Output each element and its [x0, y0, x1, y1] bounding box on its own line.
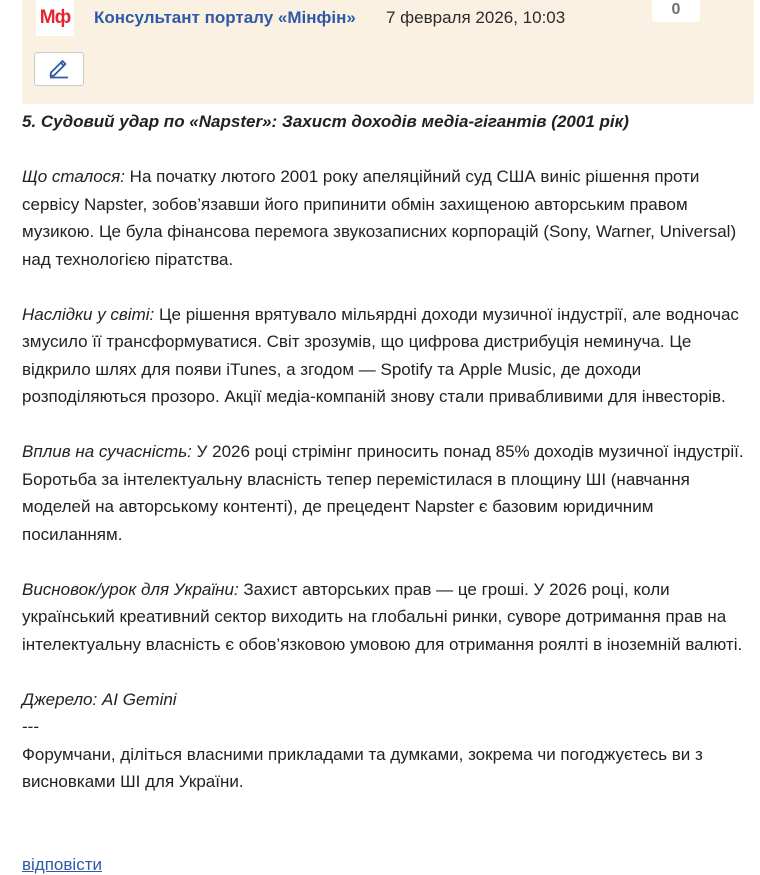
section-label: Що сталося: — [22, 167, 125, 186]
minfin-logo[interactable]: Мф — [36, 0, 74, 36]
reply-link[interactable]: відповісти — [22, 855, 102, 874]
post-title: 5. Судовий удар по «Napster»: Захист доходів медіа-гігантів (2001 рік) — [22, 112, 629, 131]
section-label: Висновок/урок для України: — [22, 579, 239, 599]
separator-line: --- — [22, 717, 39, 736]
section-modern-impact — [22, 438, 750, 548]
section-label: Наслідки у світі: — [22, 304, 155, 324]
post-date: 7 февраля 2026, 10:03 — [386, 8, 566, 27]
section-text: Захист авторських прав — це гроші. У 2026 році, коли український креативний сектор виходить на глобальні ринки, суворе дотримання прав на інтелектуальну власність є обов’язковою умовою для отримання роялті в іноземній валюті. — [22, 579, 743, 654]
section-world-consequences — [22, 301, 750, 411]
source-line: Джерело: AI Gemini — [22, 689, 177, 709]
pencil-icon — [47, 55, 71, 84]
section-what-happened — [22, 163, 750, 273]
post-header — [22, 0, 754, 104]
section-lesson-ukraine — [22, 576, 750, 659]
edit-button[interactable] — [34, 52, 84, 86]
section-text: На початку лютого 2001 року апеляційний суд США виніс рішення проти сервісу Napster, зобов’язавши його припинити обмін захищеною авторським правом музикою. Це була фінансова перемога звукозаписних корпорацій (Sony, Warner, Universal) над технологією піратства. — [22, 167, 737, 269]
vote-counter[interactable]: 0 — [652, 0, 700, 22]
section-text: Це рішення врятувало мільярдні доходи музичної індустрії, але водночас змусило її трансформуватися. Світ зрозумів, що цифрова дистрибуція неминуча. Це відкрило шлях для появи iTunes, а згодом — Spotify та Apple Music, де доходи розподіляються прозоро. Акції медіа-компаній знову стали привабливими для інвесторів. — [22, 304, 739, 406]
closing-paragraph: Форумчани, діліться власними прикладами та думками, зокрема чи погоджуєтесь ви з висновками ШІ для України. — [22, 744, 703, 791]
section-label: Вплив на сучасність: — [22, 442, 192, 461]
post-body — [22, 108, 750, 796]
section-text: У 2026 році стрімінг приносить понад 85% доходів музичної індустрії. Боротьба за інтелектуальну власність тепер перемістилася в площину ШІ (навчання моделей на авторському контенті), де прецедент Napster є базовим юридичним посиланням. — [22, 442, 744, 544]
author-name-link[interactable]: Консультант порталу «Мінфін» — [94, 8, 356, 27]
